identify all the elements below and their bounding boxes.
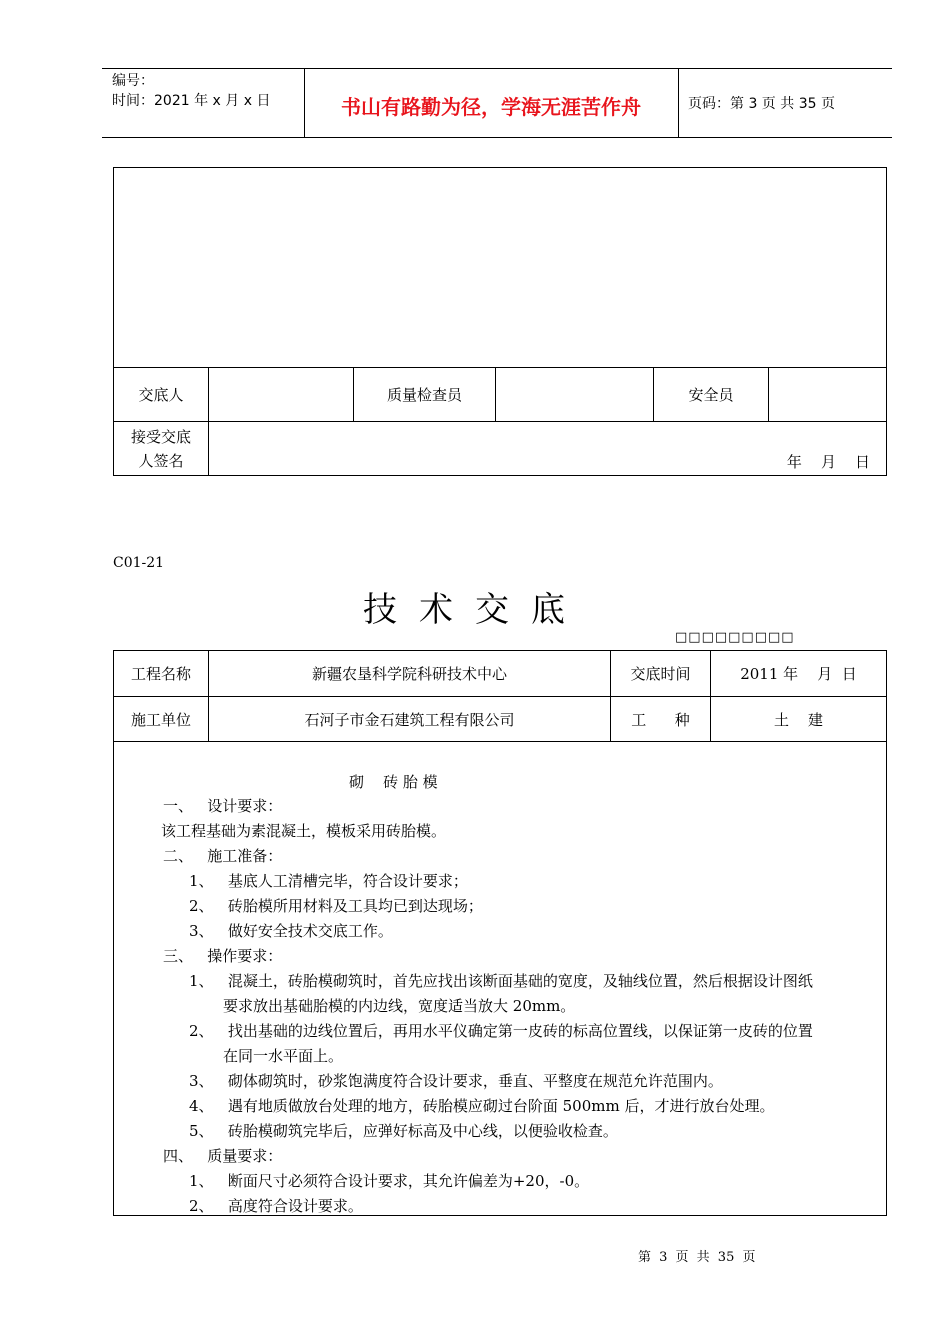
blank-content-area (114, 168, 887, 368)
stamp-boxes: □□□□□□□□□ (675, 630, 795, 645)
header-motto: 书山有路勤为径，学海无涯苦作舟 (341, 95, 641, 119)
disclosure-time-value: 2011 年 月 日 (711, 651, 887, 697)
disclosure-time-label: 交底时间 (611, 651, 711, 697)
receiver-sign-cell[interactable] (209, 422, 887, 476)
quality-inspector-label: 质量检查员 (354, 368, 496, 422)
content-line: 1、 基底人工清槽完毕，符合设计要求； (189, 872, 468, 890)
content-line: 要求放出基础胎模的内边线，宽度适当放大 20mm。 (223, 997, 576, 1015)
quality-inspector-sign-cell[interactable] (496, 368, 654, 422)
content-line: 3、 砌体砌筑时，砂浆饱满度符合设计要求，垂直、平整度在规范允许范围内。 (189, 1072, 723, 1090)
header-meta (112, 71, 270, 111)
safety-officer-sign-cell[interactable] (769, 368, 887, 422)
content-line: 二、 施工准备： (163, 847, 283, 865)
page-footer: 第 3 页 共 35 页 (638, 1250, 756, 1265)
project-name-value: 新疆农垦科学院科研技术中心 (209, 651, 611, 697)
construction-unit-value: 石河子市金石建筑工程有限公司 (209, 697, 611, 742)
content-line: 1、 混凝土，砖胎模砌筑时，首先应找出该断面基础的宽度，及轴线位置，然后根据设计图纸 (189, 972, 813, 990)
safety-officer-label: 安全员 (654, 368, 769, 422)
project-name-label: 工程名称 (114, 651, 209, 697)
construction-unit-label: 施工单位 (114, 697, 209, 742)
trade-label: 工 种 (611, 697, 711, 742)
form-code: C01-21 (113, 555, 165, 571)
handover-sign-cell[interactable] (209, 368, 354, 422)
content-line: 一、 设计要求： (163, 797, 283, 815)
content-line: 四、 质量要求： (163, 1147, 283, 1165)
content-line: 在同一水平面上。 (223, 1047, 344, 1065)
handover-label: 交底人 (114, 368, 209, 422)
content-line: 2、 砖胎模所用材料及工具均已到达现场； (189, 897, 483, 915)
content-line: 2、 找出基础的边线位置后，再用水平仪确定第一皮砖的标高位置线，以保证第一皮砖的位置 (189, 1022, 813, 1040)
receiver-label (114, 422, 209, 476)
receiver-date: 年 月 日 (786, 453, 871, 471)
content-line: 5、 砖胎模砌筑完毕后，应弹好标高及中心线，以便验收检查。 (189, 1122, 618, 1140)
content-line: 1、 断面尺寸必须符合设计要求，其允许偏差为+20，-0。 (189, 1172, 590, 1190)
content-line: 2、 高度符合设计要求。 (189, 1197, 363, 1215)
content-line: 该工程基础为素混凝土，模板采用砖胎模。 (161, 822, 447, 840)
content-heading: 砌 砖 胎 模 (349, 773, 438, 791)
receiver-label-line2: 人签名 (138, 451, 184, 470)
header-page-label: 页码：第 3 页 共 35 页 (688, 96, 835, 112)
time-label: 时间：2021 年 x 月 x 日 (112, 93, 271, 109)
receiver-label-line1: 接受交底 (130, 427, 191, 446)
header-divider (678, 69, 679, 137)
content-line: 4、 遇有地质做放台处理的地方，砖胎模应砌过台阶面 500mm 后，才进行放台处理。 (189, 1097, 775, 1115)
number-label: 编号： (112, 73, 154, 89)
signature-table (113, 167, 887, 476)
trade-value: 土 建 (711, 697, 887, 742)
page-header (102, 68, 892, 138)
content-line: 3、 做好安全技术交底工作。 (189, 922, 393, 940)
document-title: 技术交底 (363, 590, 587, 630)
content-line: 三、 操作要求： (163, 947, 283, 965)
